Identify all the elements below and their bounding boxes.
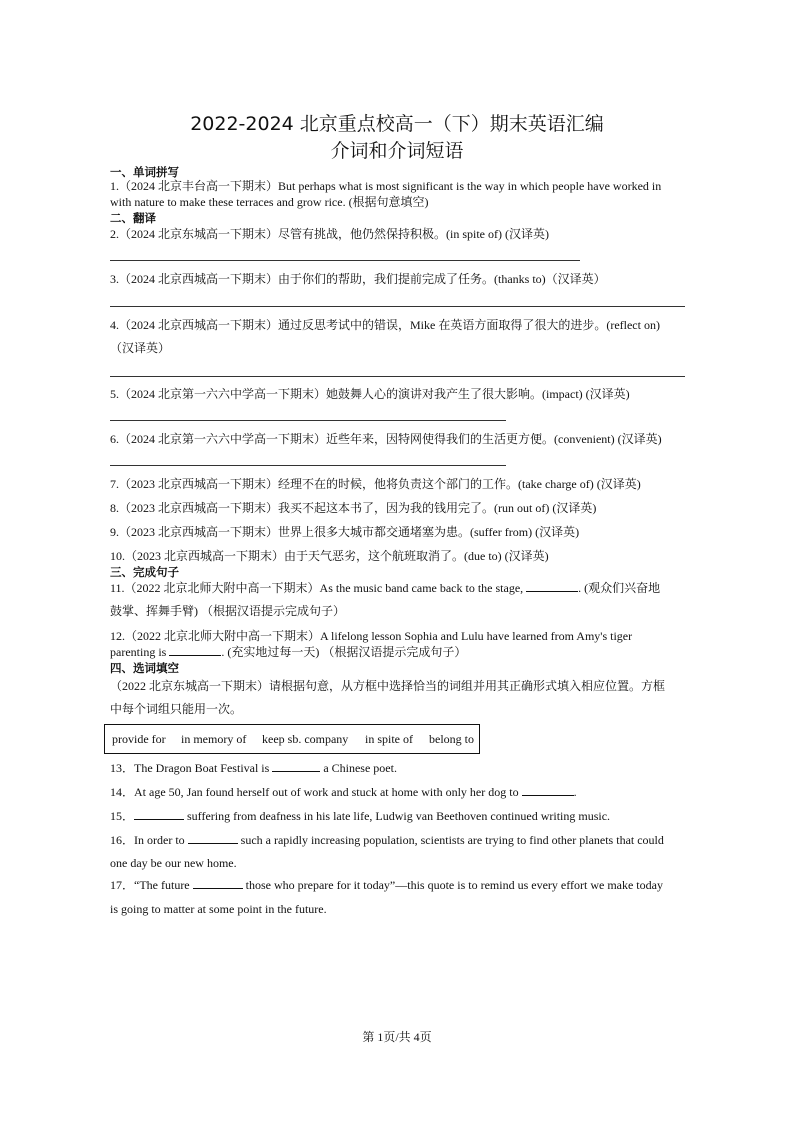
word-bank-box xyxy=(104,724,480,754)
question-16-text-b: such a rapidly increasing population, scientists are trying to find other planets that could xyxy=(240,833,664,847)
answer-line-5[interactable] xyxy=(110,420,506,421)
question-17-text-a: 17．“The future xyxy=(110,878,190,892)
question-16-line-2: one day be our new home. xyxy=(110,856,237,870)
question-13 xyxy=(110,760,690,776)
question-12-text-b: . (充实地过每一天) （根据汉语提示完成句子） xyxy=(221,645,467,659)
question-14-text-b: . xyxy=(573,785,577,799)
question-10: 10.（2023 北京西城高一下期末）由于天气恶劣，这个航班取消了。(due to) (汉译英) xyxy=(110,549,549,563)
question-16-text-a: 16．In order to xyxy=(110,833,185,847)
question-7: 7.（2023 北京西城高一下期末）经理不在的时候，他将负责这个部门的工作。(take charge of) (汉译英) xyxy=(110,477,641,491)
question-16-blank[interactable] xyxy=(188,833,238,844)
question-16-line-1 xyxy=(110,832,690,848)
word-bank-item: belong to xyxy=(429,732,474,746)
question-17-line-1 xyxy=(110,877,690,893)
answer-line-2[interactable] xyxy=(110,260,580,261)
question-14-blank[interactable] xyxy=(522,785,574,796)
question-11-blank[interactable] xyxy=(526,581,578,592)
question-2: 2.（2024 北京东城高一下期末）尽管有挑战，他仍然保持积极。(in spite of) (汉译英) xyxy=(110,227,549,241)
question-17-line-2: is going to matter at some point in the future. xyxy=(110,902,327,916)
question-13-text-b: a Chinese poet. xyxy=(323,761,397,775)
question-11-text-b: . (观众们兴奋地 xyxy=(578,581,661,595)
question-15 xyxy=(110,808,690,824)
question-17-text-b: those who prepare for it today”—this quote is to remind us every effort we make today xyxy=(245,878,663,892)
question-12-line-1: 12.（2022 北京北师大附中高一下期末）A lifelong lesson Sophia and Lulu have learned from Amy's tiger xyxy=(110,629,633,643)
section-heading-word-choice: 四、选词填空 xyxy=(110,661,179,675)
question-13-blank[interactable] xyxy=(272,761,320,772)
question-1-line-1: 1.（2024 北京丰台高一下期末）But perhaps what is most significant is the way in which people have worked in xyxy=(110,179,662,193)
question-11-line-2: 鼓掌、挥舞手臂) （根据汉语提示完成句子） xyxy=(110,604,345,618)
document-subtitle: 介词和介词短语 xyxy=(330,140,464,162)
question-15-text-a: 15． xyxy=(110,809,135,823)
section-heading-translation: 二、翻译 xyxy=(110,211,156,225)
question-6: 6.（2024 北京第一六六中学高一下期末）近些年来，因特网使得我们的生活更方便。(convenient) (汉译英) xyxy=(110,432,662,446)
answer-line-3[interactable] xyxy=(110,306,685,307)
word-bank-item: provide for xyxy=(112,732,166,746)
question-11-line-1 xyxy=(110,580,690,596)
question-4-line-2: （汉译英） xyxy=(110,341,171,355)
question-15-text-b: suffering from deafness in his late life, Ludwig van Beethoven continued writing music. xyxy=(187,809,611,823)
question-13-text-a: 13．The Dragon Boat Festival is xyxy=(110,761,270,775)
document-title: 2022-2024 北京重点校高一（下）期末英语汇编 xyxy=(190,113,604,135)
question-17-blank[interactable] xyxy=(193,878,243,889)
word-bank-item: in spite of xyxy=(365,732,413,746)
section-heading-complete-sentences: 三、完成句子 xyxy=(110,565,179,579)
question-12-blank[interactable] xyxy=(169,645,221,656)
question-14 xyxy=(110,784,690,800)
question-14-text-a: 14．At age 50, Jan found herself out of work and stuck at home with only her dog to xyxy=(110,785,519,799)
question-11-text-a: 11.（2022 北京北师大附中高一下期末）As the music band came back to the stage, xyxy=(110,581,524,595)
question-12-text-a: parenting is xyxy=(110,645,167,659)
question-3: 3.（2024 北京西城高一下期末）由于你们的帮助，我们提前完成了任务。(thanks to)（汉译英） xyxy=(110,272,606,286)
word-bank-item: keep sb. company xyxy=(262,732,349,746)
answer-line-4[interactable] xyxy=(110,376,685,377)
page-number-footer: 第 1页/共 4页 xyxy=(362,1030,432,1044)
section-heading-spelling: 一、单词拼写 xyxy=(110,165,179,179)
word-choice-instructions-line-1: （2022 北京东城高一下期末）请根据句意，从方框中选择恰当的词组并用其正确形式填入相应位置。方框 xyxy=(110,679,666,693)
question-12-line-2 xyxy=(110,644,690,660)
word-bank-item: in memory of xyxy=(181,732,247,746)
answer-line-6[interactable] xyxy=(110,465,506,466)
question-15-blank[interactable] xyxy=(134,809,184,820)
question-5: 5.（2024 北京第一六六中学高一下期末）她鼓舞人心的演讲对我产生了很大影响。(impact) (汉译英) xyxy=(110,387,630,401)
question-9: 9.（2023 北京西城高一下期末）世界上很多大城市都交通堵塞为患。(suffer from) (汉译英) xyxy=(110,525,580,539)
question-4-line-1: 4.（2024 北京西城高一下期末）通过反思考试中的错误，Mike 在英语方面取得了很大的进步。(reflect on) xyxy=(110,318,660,332)
question-1-line-2: with nature to make these terraces and grow rice. (根据句意填空) xyxy=(110,195,429,209)
question-8: 8.（2023 北京西城高一下期末）我买不起这本书了，因为我的钱用完了。(run out of) (汉译英) xyxy=(110,501,597,515)
word-choice-instructions-line-2: 中每个词组只能用一次。 xyxy=(110,702,243,716)
